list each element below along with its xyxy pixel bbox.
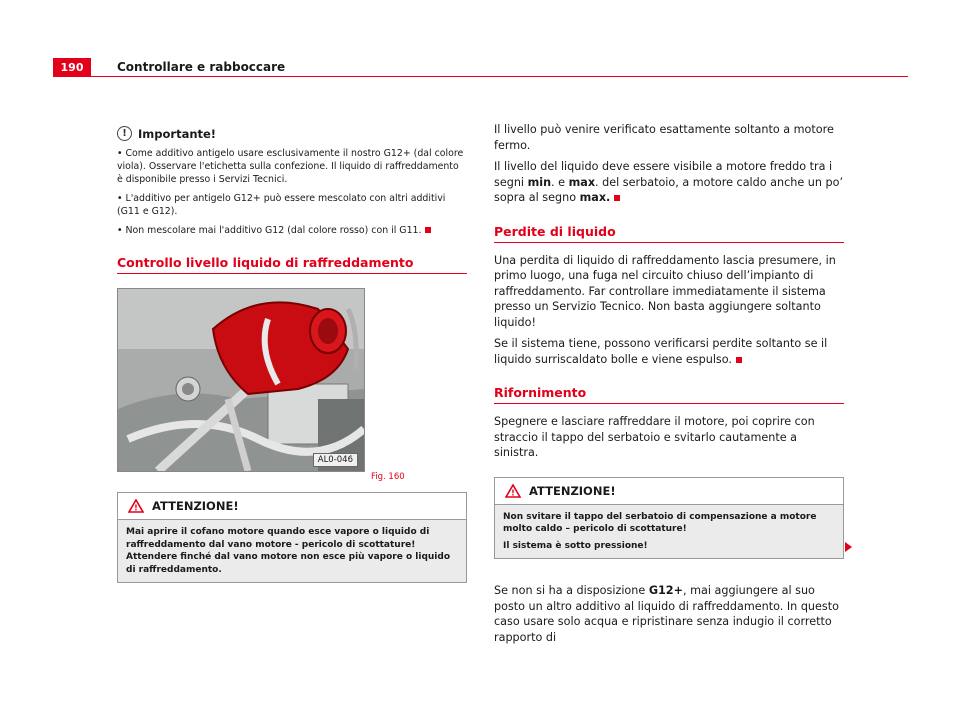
left-column <box>117 126 467 583</box>
section-title-refill: Rifornimento <box>494 385 844 404</box>
exclamation-circle-icon: ! <box>117 126 132 141</box>
level-text-a: Il livello del liquido deve essere visibile a motore freddo tra i segni <box>494 160 833 189</box>
figure-caption: Fig. 160 <box>371 472 405 482</box>
section-title-coolant-level: Controllo livello liquido di raffreddamento <box>117 255 467 274</box>
warning-body-left <box>118 520 466 582</box>
page-header-title: Controllare e rabboccare <box>117 60 286 74</box>
paragraph-leaks-2-text: Se il sistema tiene, possono verificarsi perdite soltanto se il liquido surriscaldato bolle e viene espulso. <box>494 337 828 366</box>
end-square-icon <box>425 227 431 233</box>
paragraph-leaks-2 <box>494 336 844 367</box>
warning-triangle-glyph: ! <box>134 503 138 513</box>
header-rule <box>53 76 908 77</box>
g12-plus-bold: G12+ <box>648 584 683 597</box>
g12-text-b: , mai aggiungere al suo posto un altro additivo al liquido di raffreddamento. In questo caso usare solo acqua e ripristinare senza indugio il corretto rapporto di <box>494 584 839 644</box>
continue-arrow-icon <box>845 542 852 552</box>
engine-illustration <box>118 289 364 471</box>
warning-title-left: ATTENZIONE! <box>152 499 239 513</box>
notice-paragraph-2: • L'additivo per antigelo G12+ può essere mescolato con altri additivi (G11 e G12). <box>117 193 446 217</box>
warning-text-right-1: Non svitare il tappo del serbatoio di compensazione a motore molto caldo – pericolo di scottature! <box>503 511 817 534</box>
warning-heading-left <box>118 493 466 520</box>
end-square-icon <box>614 195 620 201</box>
important-notice <box>117 126 467 237</box>
notice-title: Importante! <box>138 126 217 141</box>
max-mark: max <box>568 175 596 189</box>
end-square-icon <box>736 357 742 363</box>
max-mark-2: max. <box>579 191 611 204</box>
level-text-b: . e <box>551 175 566 189</box>
section-title-leaks: Perdite di liquido <box>494 224 844 243</box>
g12-text-a: Se non si ha a disposizione <box>494 584 646 597</box>
warning-text-left: Mai aprire il cofano motore quando esce vapore o liquido di raffreddamento dal vano motore - pericolo di scottature! Attendere finché dal vano motore non esce più vapore o liquido di raffreddamento. <box>126 527 450 575</box>
warning-triangle-icon <box>128 499 144 513</box>
warning-text-right-2: Il sistema è sotto pressione! <box>503 540 648 551</box>
warning-body-right <box>495 505 843 559</box>
notice-paragraph-3 <box>117 224 467 237</box>
paragraph-engine-stopped: Il livello può venire verificato esattamente soltanto a motore fermo. <box>494 123 834 152</box>
figure-code-label: AL0-046 <box>313 453 358 467</box>
warning-title-right: ATTENZIONE! <box>529 483 616 498</box>
page-number: 190 <box>53 58 91 76</box>
notice-paragraph-3-text: • Non mescolare mai l'additivo G12 (dal colore rosso) con il G11. <box>117 225 422 236</box>
notice-paragraph-1: • Come additivo antigelo usare esclusivamente il nostro G12+ (dal colore viola). Osservare l'etichetta sulla confezione. Il liquido di raffreddamento è disponibile presso i Servizi Tecnici. <box>117 148 464 185</box>
warning-heading-right <box>495 478 843 505</box>
figure-container <box>117 288 467 484</box>
engine-photo <box>117 288 365 472</box>
level-text-c: . del serbatoio, a motore caldo anche un po’ sopra al segno <box>494 175 844 204</box>
warning-box-right <box>494 477 844 560</box>
warning-triangle-icon <box>505 484 521 498</box>
notice-heading <box>117 126 467 141</box>
warning-box-left <box>117 492 467 583</box>
paragraph-refill: Spegnere e lasciare raffreddare il motore, poi coprire con straccio il tappo del serbatoio e svitarlo cautamente a sinistra. <box>494 415 815 459</box>
paragraph-level-marks <box>494 159 844 206</box>
warning-triangle-glyph: ! <box>511 488 515 497</box>
paragraph-g12-plus <box>494 583 844 645</box>
right-column <box>494 122 844 651</box>
min-mark: min <box>527 175 552 189</box>
paragraph-leaks-1: Una perdita di liquido di raffreddamento lascia presumere, in primo luogo, una fuga nel circuito chiuso dell’impianto di raffreddamento. Far controllare immediatamente il sistema presso un Servizio Tecnico. Non basta aggiungere soltanto liquido! <box>494 253 836 329</box>
